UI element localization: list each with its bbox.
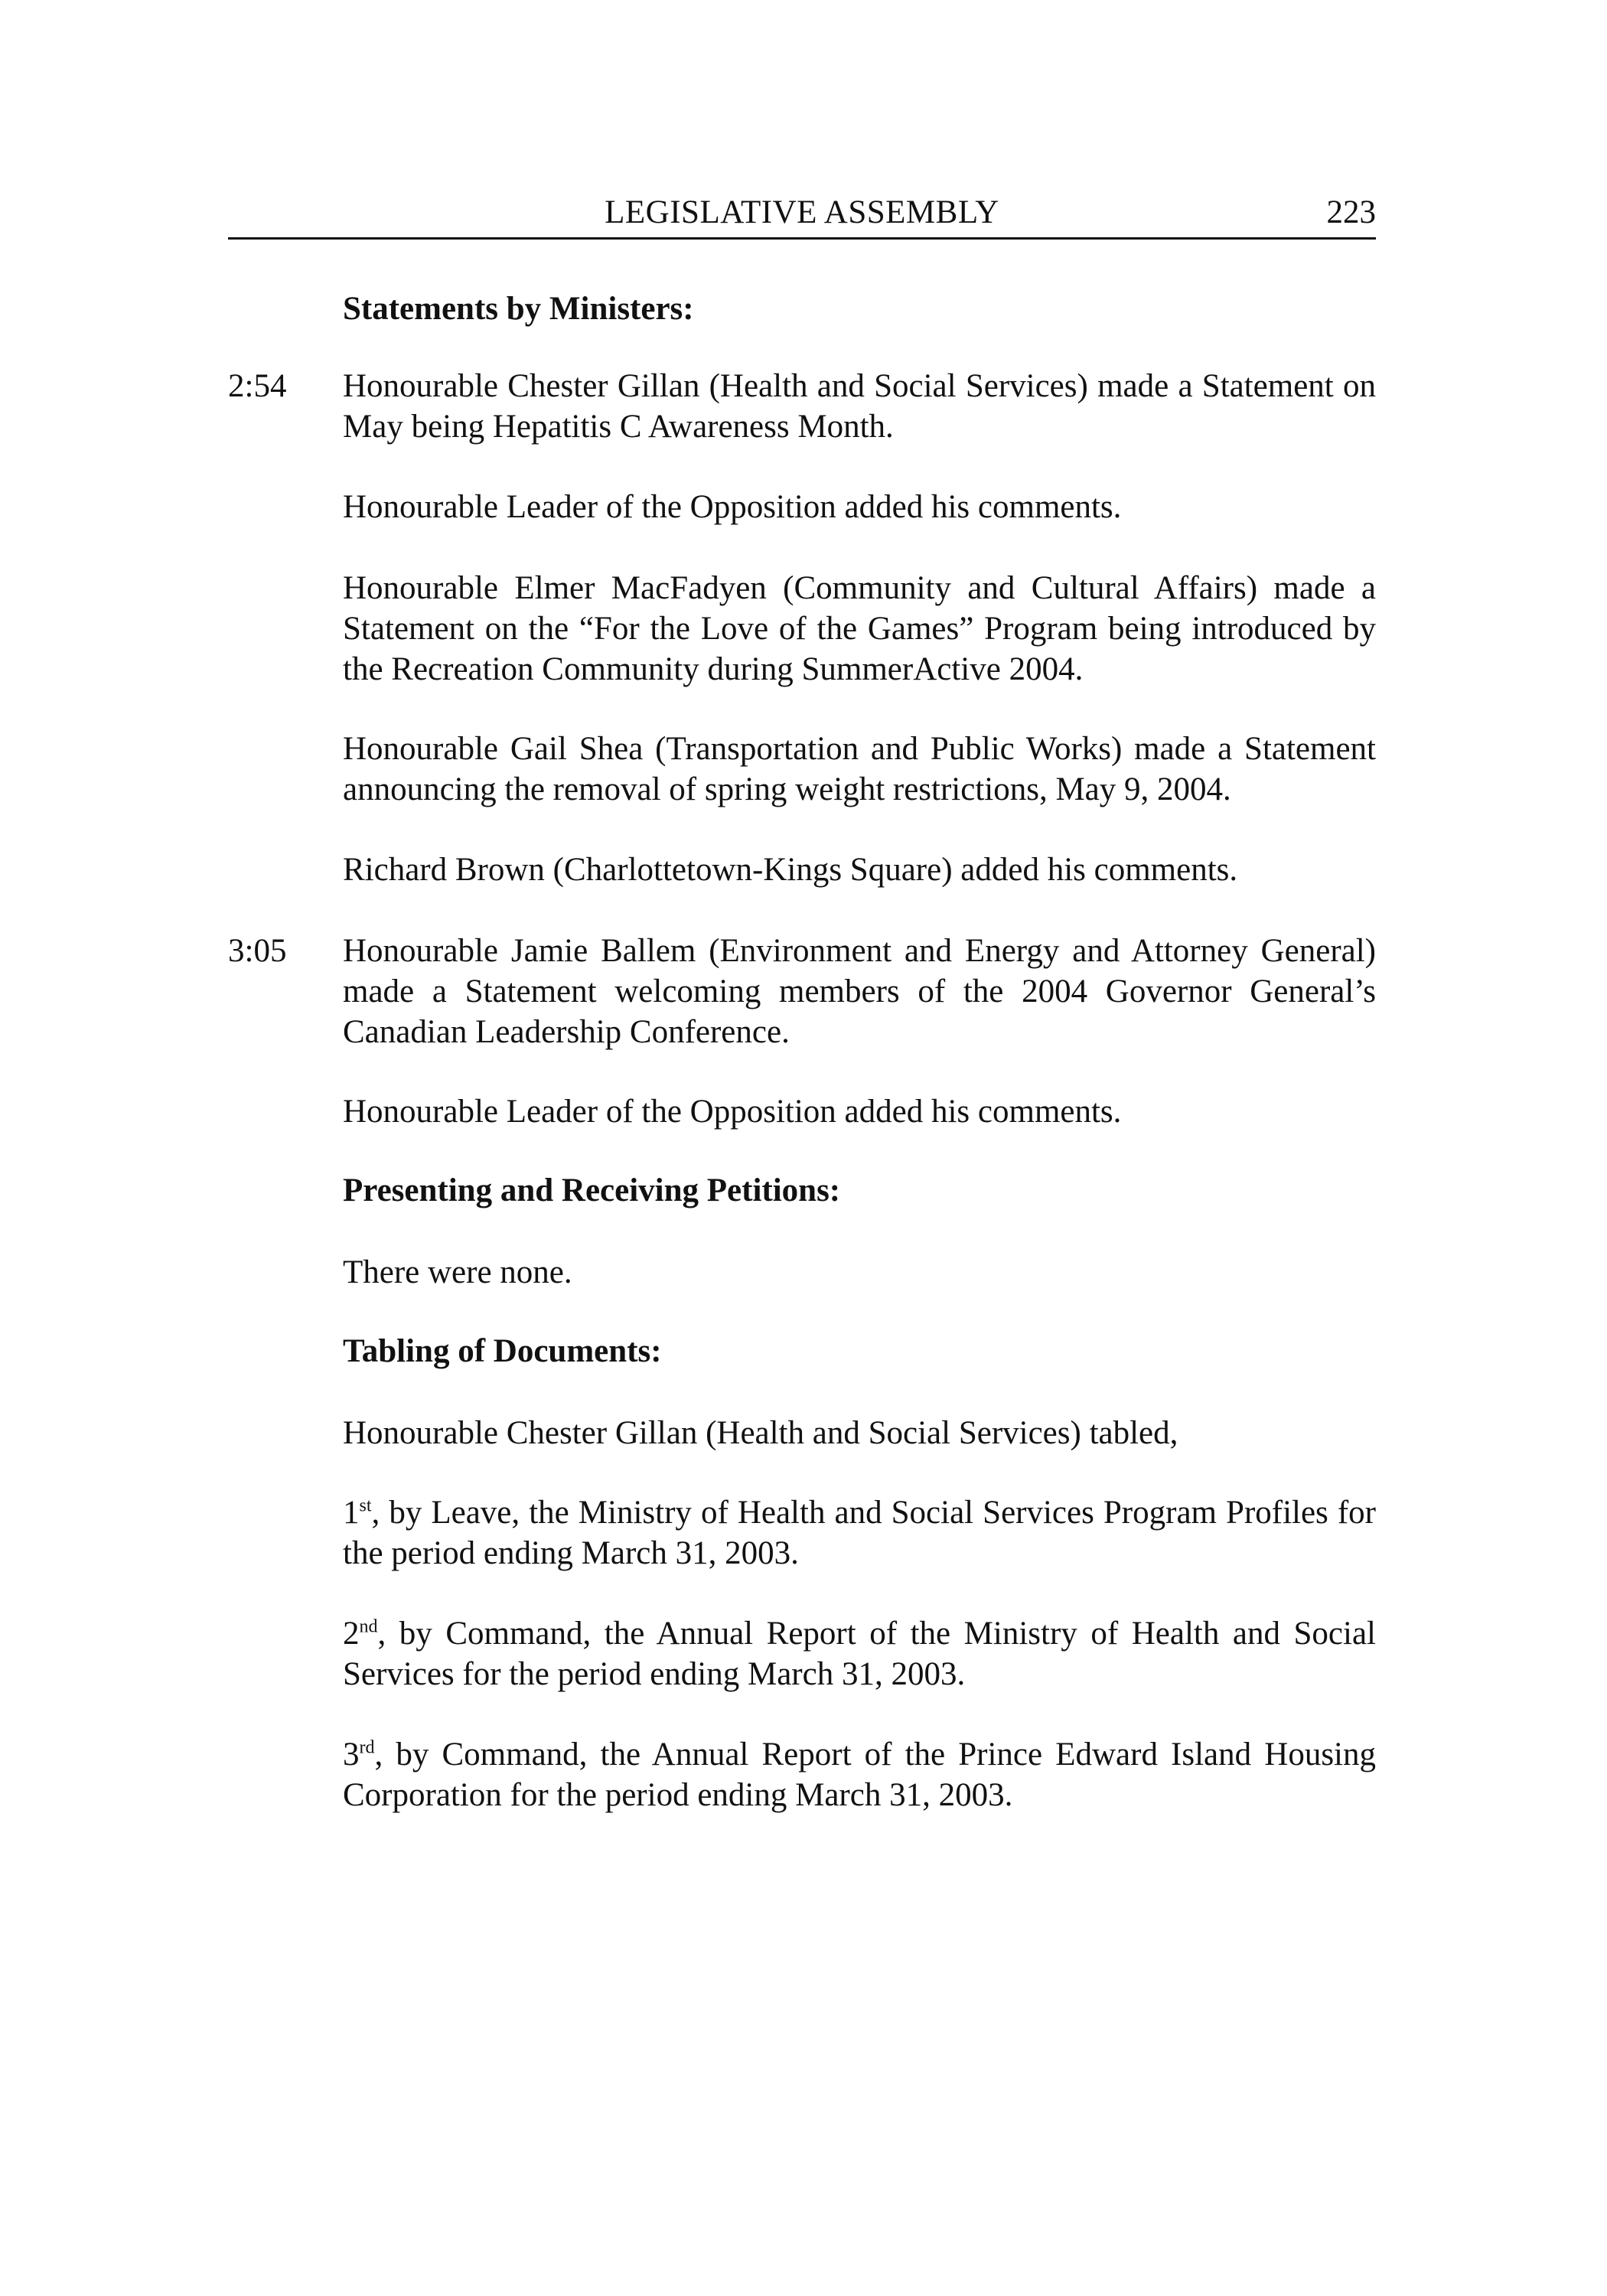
statements-heading: Statements by Ministers:: [343, 291, 694, 327]
tabled-document-item: [343, 1492, 1376, 1574]
item-text: , by Command, the Annual Report of the Prince Edward Island Housing Corporation for the period ending March 31, 2003.: [343, 1737, 1376, 1813]
time-stamp: 3:05: [228, 933, 287, 969]
item-number: 1: [343, 1495, 360, 1531]
header-title: LEGISLATIVE ASSEMBLY: [605, 194, 999, 230]
item-ordinal-suffix: st: [359, 1495, 372, 1516]
statement-paragraph: Honourable Gail Shea (Transportation and Public Works) made a Statement announcing the removal of spring weight restrictions, May 9, 2004.: [343, 731, 1376, 807]
item-number: 3: [343, 1737, 360, 1773]
time-stamp: 2:54: [228, 368, 287, 404]
statement-paragraph: Honourable Leader of the Opposition added his comments.: [343, 1094, 1122, 1130]
tabled-document-item: [343, 1613, 1376, 1694]
petitions-paragraph: There were none.: [343, 1254, 572, 1290]
item-ordinal-suffix: nd: [359, 1616, 378, 1637]
item-text: , by Leave, the Ministry of Health and Social Services Program Profiles for the period ending March 31, 2003.: [343, 1495, 1376, 1571]
petitions-heading: Presenting and Receiving Petitions:: [343, 1172, 841, 1208]
tabling-intro: Honourable Chester Gillan (Health and Social Services) tabled,: [343, 1415, 1178, 1451]
page-number: 223: [1326, 194, 1376, 230]
tabling-heading: Tabling of Documents:: [343, 1333, 662, 1369]
item-ordinal-suffix: rd: [359, 1737, 375, 1758]
page-header: [228, 194, 1376, 240]
statement-paragraph: Richard Brown (Charlottetown-Kings Square) added his comments.: [343, 852, 1238, 888]
item-text: , by Command, the Annual Report of the Ministry of Health and Social Services for the period ending March 31, 2003.: [343, 1616, 1376, 1692]
statement-paragraph: Honourable Elmer MacFadyen (Community and Cultural Affairs) made a Statement on the “For the Love of the Games” Program being introduced by the Recreation Community during SummerActive 2004.: [343, 570, 1376, 687]
item-number: 2: [343, 1616, 360, 1652]
tabled-document-item: [343, 1734, 1376, 1815]
statement-paragraph: Honourable Jamie Ballem (Environment and Energy and Attorney General) made a Statement welcoming members of the 2004 Governor General’s Canadian Leadership Conference.: [343, 933, 1376, 1050]
statement-paragraph: Honourable Leader of the Opposition added his comments.: [343, 489, 1122, 525]
statement-paragraph: Honourable Chester Gillan (Health and Social Services) made a Statement on May being Hepatitis C Awareness Month.: [343, 368, 1376, 445]
